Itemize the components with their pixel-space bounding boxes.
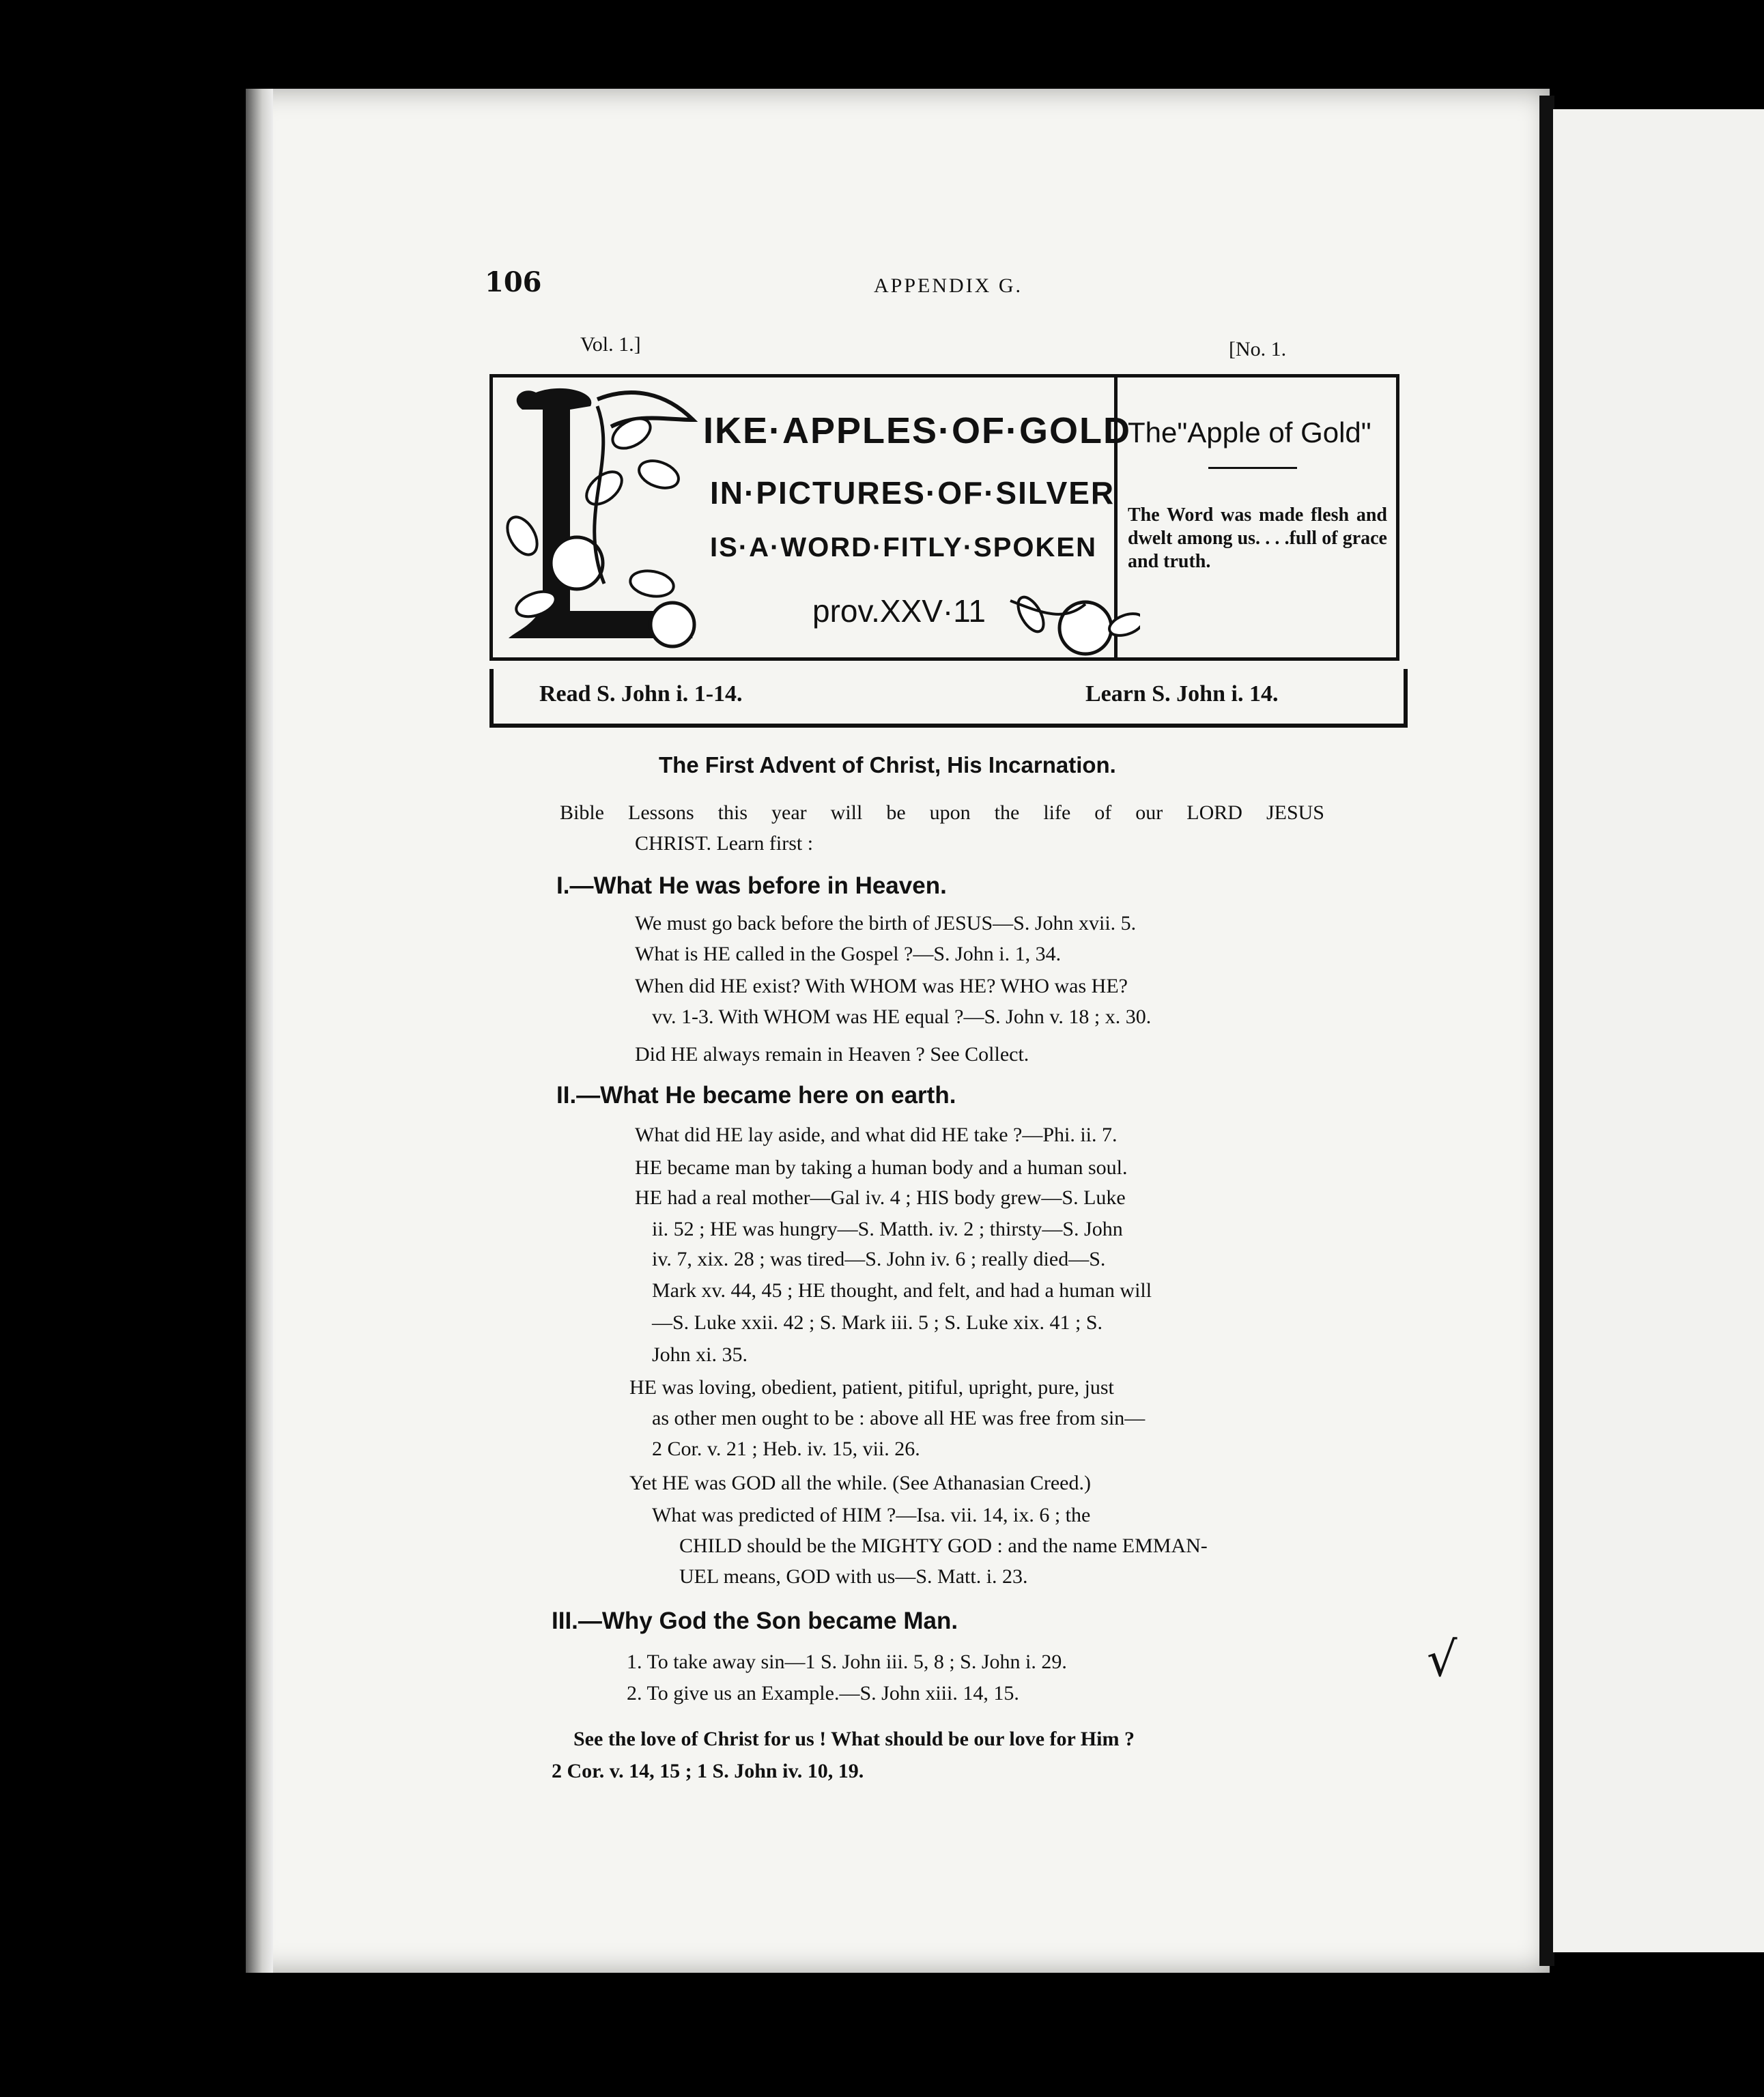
learn-assignment: Learn S. John i. 14. bbox=[1085, 681, 1279, 707]
intro-line-2: CHRIST. Learn first : bbox=[635, 832, 814, 855]
section-heading-3: III.—Why God the Son became Man. bbox=[552, 1608, 958, 1634]
masthead-side-title: The"Apple of Gold" bbox=[1128, 416, 1371, 448]
margin-check-mark: √ bbox=[1427, 1631, 1457, 1687]
masthead-line-2: IN·PICTURES·OF·SILVER bbox=[710, 475, 1115, 511]
section-heading-2: II.—What He became here on earth. bbox=[556, 1082, 956, 1109]
issue-number: [No. 1. bbox=[1229, 338, 1287, 360]
section-2-line: as other men ought to be : above all HE was free from sin— bbox=[652, 1407, 1146, 1429]
section-2-line: —S. Luke xxii. 42 ; S. Mark iii. 5 ; S. Luke xix. 41 ; S. bbox=[652, 1311, 1103, 1334]
volume-label: Vol. 1.] bbox=[580, 333, 641, 356]
read-assignment: Read S. John i. 1-14. bbox=[539, 681, 743, 707]
section-3-line: 2. To give us an Example.—S. John xiii. 14, 15. bbox=[627, 1682, 1019, 1704]
masthead-line-3: IS·A·WORD·FITLY·SPOKEN bbox=[710, 532, 1097, 562]
side-title-rule bbox=[1208, 467, 1297, 469]
running-head: APPENDIX G. bbox=[874, 274, 1023, 297]
masthead-reference: prov.XXV·11 bbox=[812, 593, 986, 629]
masthead-line-1: IKE·APPLES·OF·GOLD bbox=[703, 410, 1131, 451]
section-2-line: Mark xv. 44, 45 ; HE thought, and felt, and had a human will bbox=[652, 1279, 1152, 1302]
book-gutter bbox=[1539, 96, 1554, 1966]
section-1-line: vv. 1-3. With WHOM was HE equal ?—S. John v. 18 ; x. 30. bbox=[652, 1005, 1152, 1028]
section-2-line: UEL means, GOD with us—S. Matt. i. 23. bbox=[679, 1565, 1028, 1588]
page-edge bbox=[246, 89, 273, 1973]
section-1-line: When did HE exist? With WHOM was HE? WHO was HE? bbox=[635, 975, 1128, 997]
section-2-line: HE became man by taking a human body and a human soul. bbox=[635, 1156, 1128, 1179]
section-2-line: 2 Cor. v. 21 ; Heb. iv. 15, vii. 26. bbox=[652, 1438, 920, 1460]
closing-line-1: See the love of Christ for us ! What should be our love for Him ? bbox=[573, 1728, 1135, 1750]
apple-branch-icon bbox=[1004, 587, 1140, 662]
section-2-line: HE had a real mother—Gal iv. 4 ; HIS body grew—S. Luke bbox=[635, 1186, 1126, 1209]
facing-page bbox=[1553, 109, 1764, 1952]
section-2-line: What did HE lay aside, and what did HE take ?—Phi. ii. 7. bbox=[635, 1124, 1118, 1146]
section-1-line: We must go back before the birth of JESUS—S. John xvii. 5. bbox=[635, 912, 1137, 935]
section-2-line: John xi. 35. bbox=[652, 1343, 748, 1366]
masthead-verse: The Word was made flesh and dwelt among us. . . .full of grace and truth. bbox=[1128, 504, 1387, 572]
section-2-line: iv. 7, xix. 28 ; was tired—S. John iv. 6 ; really died—S. bbox=[652, 1248, 1106, 1270]
section-2-line: What was predicted of HIM ?—Isa. vii. 14, ix. 6 ; the bbox=[652, 1504, 1091, 1526]
section-2-line: CHILD should be the MIGHTY GOD : and the name EMMAN- bbox=[679, 1535, 1208, 1557]
section-3-line: 1. To take away sin—1 S. John iii. 5, 8 ; S. John i. 29. bbox=[627, 1651, 1067, 1673]
section-1-line: What is HE called in the Gospel ?—S. John i. 1, 34. bbox=[635, 943, 1062, 965]
section-2-line: ii. 52 ; HE was hungry—S. Matth. iv. 2 ; thirsty—S. John bbox=[652, 1218, 1123, 1240]
section-2-line: Yet HE was GOD all the while. (See Athanasian Creed.) bbox=[629, 1472, 1091, 1494]
intro-line-1: Bible Lessons this year will be upon the life of our LORD JESUS bbox=[560, 801, 1324, 824]
page-number: 106 bbox=[485, 266, 542, 298]
section-2-line: HE was loving, obedient, patient, pitiful, upright, pure, just bbox=[629, 1376, 1114, 1399]
illuminated-initial-l-icon bbox=[495, 379, 700, 655]
lesson-title: The First Advent of Christ, His Incarnation. bbox=[659, 752, 1116, 778]
section-1-line: Did HE always remain in Heaven ? See Collect. bbox=[635, 1043, 1029, 1066]
closing-line-2: 2 Cor. v. 14, 15 ; 1 S. John iv. 10, 19. bbox=[552, 1760, 864, 1782]
section-heading-1: I.—What He was before in Heaven. bbox=[556, 872, 947, 899]
